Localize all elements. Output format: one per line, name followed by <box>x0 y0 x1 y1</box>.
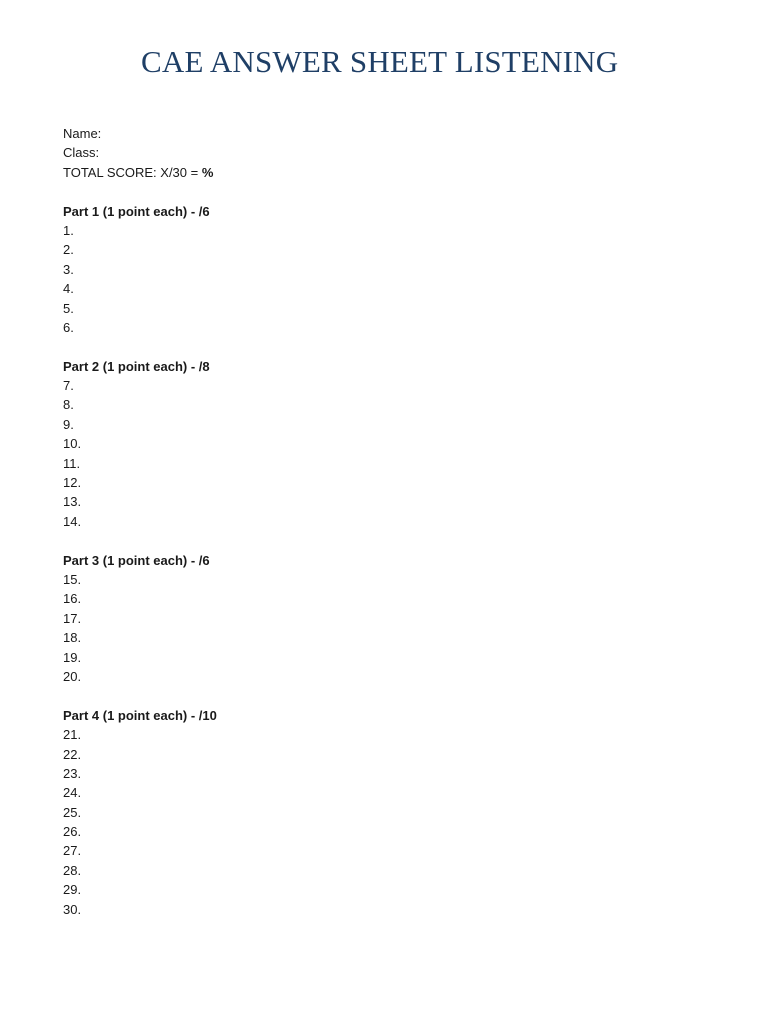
answer-item: 21. <box>63 727 82 743</box>
answer-item: 23. <box>63 765 82 781</box>
part-1-heading: Part 1 (1 point each) - /6 <box>63 203 210 219</box>
answer-item: 7. <box>63 378 74 394</box>
answer-item: 28. <box>63 862 82 878</box>
answer-item: 20. <box>63 668 82 684</box>
answer-item: 16. <box>63 591 82 607</box>
answer-item: 4. <box>63 281 74 297</box>
name-label: Name: <box>63 126 102 141</box>
answer-item: 15. <box>63 571 82 587</box>
answer-item: 18. <box>63 630 82 646</box>
part-3-section <box>63 551 217 687</box>
answer-item: 24. <box>63 785 82 801</box>
answer-item: 30. <box>63 901 82 917</box>
answer-item: 27. <box>63 843 82 859</box>
answer-item: 14. <box>63 513 82 529</box>
total-score-label: TOTAL SCORE: X/30 = <box>63 164 202 180</box>
page-title: CAE ANSWER SHEET LISTENING <box>141 44 619 79</box>
answer-item: 9. <box>63 416 74 432</box>
part-4-heading: Part 4 (1 point each) - /10 <box>63 707 217 723</box>
answer-item: 2. <box>63 242 74 258</box>
answer-item: 13. <box>63 494 82 510</box>
answer-item: 12. <box>63 475 82 491</box>
answer-item: 22. <box>63 746 82 762</box>
answer-item: 6. <box>63 319 74 335</box>
total-score-line <box>63 163 217 182</box>
answer-item: 1. <box>63 222 74 238</box>
total-score-percent: % <box>201 164 214 180</box>
class-label: Class: <box>63 145 100 161</box>
answer-item: 8. <box>63 397 74 413</box>
answer-item: 11. <box>63 455 81 471</box>
answer-item: 19. <box>63 649 82 665</box>
part-4-section <box>63 706 217 919</box>
answer-item: 17. <box>63 610 82 626</box>
answer-item: 26. <box>63 824 82 840</box>
answer-item: 29. <box>63 882 82 898</box>
answer-item: 3. <box>63 261 74 277</box>
answer-item: 10. <box>63 436 82 452</box>
answer-sheet-body <box>63 124 217 919</box>
answer-item: 5. <box>63 300 74 316</box>
part-1-section <box>63 202 217 338</box>
part-3-heading: Part 3 (1 point each) - /6 <box>63 552 210 568</box>
answer-item: 25. <box>63 804 82 820</box>
part-2-heading: Part 2 (1 point each) - /8 <box>63 358 210 374</box>
part-2-section <box>63 357 217 532</box>
